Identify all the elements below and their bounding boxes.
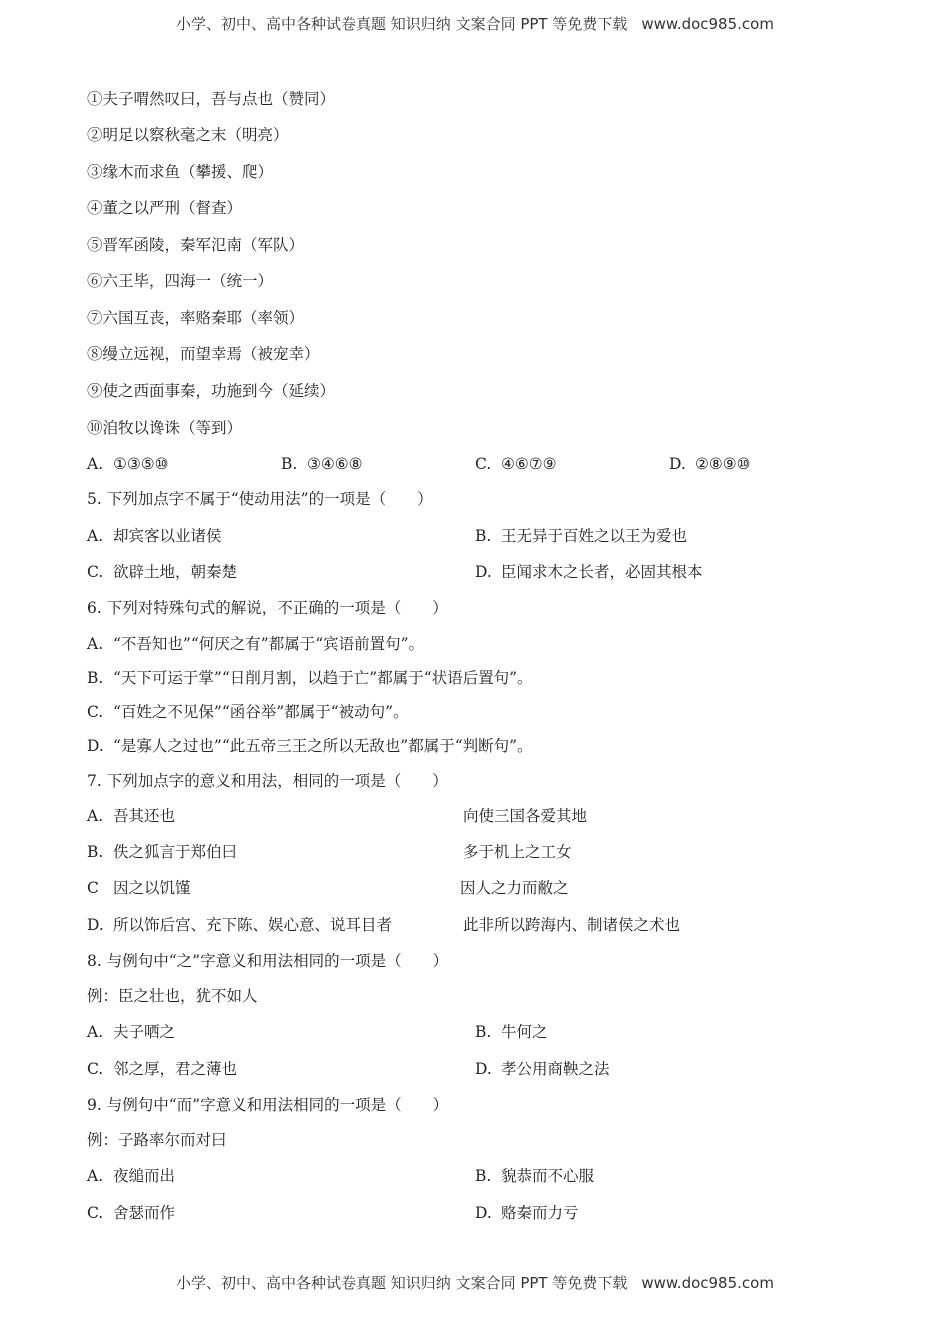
q4-item: ③缘木而求鱼（攀援、爬）	[87, 163, 274, 181]
q7-option-d-right: 此非所以跨海内、制诸侯之术也	[463, 916, 681, 934]
q5-option-b[interactable]: B. 王无异于百姓之以王为爱也	[475, 527, 688, 545]
q6-option-b[interactable]: B. “天下可运于掌”“日削月割，以趋于亡”都属于“状语后置句”。	[87, 669, 533, 687]
q8-option-d[interactable]: D. 孝公用商鞅之法	[475, 1060, 610, 1078]
q6-option-a[interactable]: A. “不吾知也”“何厌之有”都属于“宾语前置句”。	[87, 635, 425, 653]
footer-url[interactable]: www.doc985.com	[641, 1274, 774, 1292]
q4-item: ④董之以严刑（督查）	[87, 199, 243, 217]
page-footer	[0, 1272, 950, 1293]
q8-option-a[interactable]: A. 夫子哂之	[87, 1023, 176, 1041]
q4-item: ⑧缦立远视，而望幸焉（被宠幸）	[87, 345, 320, 363]
q9-option-d[interactable]: D. 赂秦而力亏	[475, 1204, 579, 1222]
q5-option-a[interactable]: A. 却宾客以业诸侯	[87, 527, 222, 545]
q7-option-b-right: 多于机上之工女	[463, 843, 572, 861]
q9-option-a[interactable]: A. 夜缒而出	[87, 1167, 176, 1185]
q4-option-c[interactable]: C. ④⑥⑦⑨	[475, 455, 557, 473]
q8-example: 例：臣之壮也，犹不如人	[87, 987, 258, 1005]
q4-item: ②明足以察秋毫之末（明亮）	[87, 126, 289, 144]
q7-option-c[interactable]: C 因之以饥馑	[87, 879, 191, 897]
q6-option-c[interactable]: C. “百姓之不见保”“函谷举”都属于“被动句”。	[87, 703, 409, 721]
q4-item: ⑥六王毕，四海一（统一）	[87, 272, 274, 290]
q4-item: ⑦六国互丧，率赂秦耶（率领）	[87, 309, 305, 327]
q4-item: ⑩洎牧以谗诛（等到）	[87, 419, 243, 437]
q4-item: ⑨使之西面事秦，功施到今（延续）	[87, 382, 336, 400]
q8-option-b[interactable]: B. 牛何之	[475, 1023, 548, 1041]
q9-example: 例：子路率尔而对曰	[87, 1131, 227, 1149]
header-url[interactable]: www.doc985.com	[641, 15, 774, 33]
q5-option-d[interactable]: D. 臣闻求木之长者，必固其根本	[475, 563, 703, 581]
q7-stem: 7. 下列加点字的意义和用法，相同的一项是（ ）	[87, 772, 448, 790]
q5-option-c[interactable]: C. 欲辟土地，朝秦楚	[87, 563, 238, 581]
q7-option-c-right: 因人之力而敝之	[460, 879, 569, 897]
q4-item: ⑤晋军函陵，秦军氾南（军队）	[87, 236, 305, 254]
q9-option-b[interactable]: B. 貌恭而不心服	[475, 1167, 595, 1185]
q6-stem: 6. 下列对特殊句式的解说，不正确的一项是（ ）	[87, 599, 448, 617]
header-text: 小学、初中、高中各种试卷真题 知识归纳 文案合同 PPT 等免费下载	[176, 15, 628, 33]
q4-option-d[interactable]: D. ②⑧⑨⑩	[669, 455, 751, 473]
q4-item: ①夫子喟然叹曰，吾与点也（赞同）	[87, 90, 336, 108]
q4-option-a[interactable]: A. ①③⑤⑩	[87, 455, 169, 473]
q8-stem: 8. 与例句中“之”字意义和用法相同的一项是（ ）	[87, 952, 449, 970]
q4-option-b[interactable]: B. ③④⑥⑧	[281, 455, 363, 473]
q5-stem: 5. 下列加点字不属于“使动用法”的一项是（ ）	[87, 490, 433, 508]
footer-text: 小学、初中、高中各种试卷真题 知识归纳 文案合同 PPT 等免费下载	[176, 1274, 628, 1292]
q9-stem: 9. 与例句中“而”字意义和用法相同的一项是（ ）	[87, 1096, 449, 1114]
q6-option-d[interactable]: D. “是寡人之过也”“此五帝三王之所以无敌也”都属于“判断句”。	[87, 737, 533, 755]
q7-option-a-right: 向使三国各爱其地	[463, 807, 588, 825]
page-header	[0, 13, 950, 34]
q9-option-c[interactable]: C. 舍瑟而作	[87, 1204, 176, 1222]
q7-option-d[interactable]: D. 所以饰后宫、充下陈、娱心意、说耳目者	[87, 916, 393, 934]
q8-option-c[interactable]: C. 邻之厚，君之薄也	[87, 1060, 238, 1078]
q7-option-b[interactable]: B. 佚之狐言于郑伯曰	[87, 843, 238, 861]
q7-option-a[interactable]: A. 吾其还也	[87, 807, 176, 825]
